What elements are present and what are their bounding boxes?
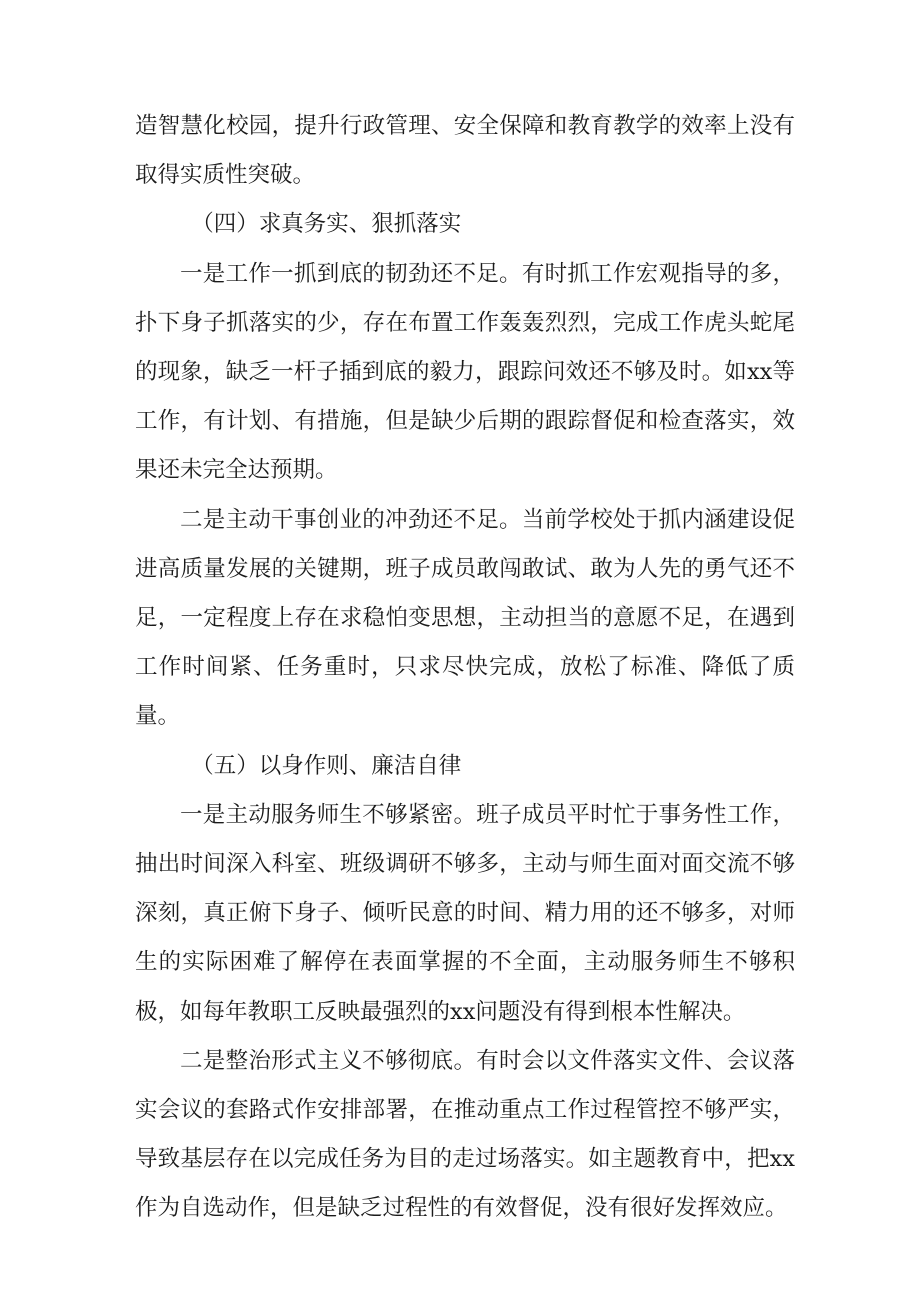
paragraph-4-2: 二是主动干事创业的冲劲还不足。当前学校处于抓内涵建设促进高质量发展的关键期，班子成员敢闯敢试、敢为人先的勇气还不足，一定程度上存在求稳怕变思想，主动担当的意愿不足，在遇到工作时间紧、任务重时，只求尽快完成，放松了标准、降低了质量。 xyxy=(135,506,795,730)
paragraph-continuation: 造智慧化校园，提升行政管理、安全保障和教育教学的效率上没有取得实质性突破。 xyxy=(135,113,795,189)
document-body xyxy=(135,102,795,1234)
section-heading-4: （四）求真务实、狠抓落实 xyxy=(191,211,462,238)
paragraph-4-1: 一是工作一抓到底的韧劲还不足。有时抓工作宏观指导的多，扑下身子抓落实的少，存在布置工作轰轰烈烈，完成工作虎头蛇尾的现象，缺乏一杆子插到底的毅力，跟踪问效还不够及时。如xx等工作，有计划、有措施，但是缺少后期的跟踪督促和检查落实，效果还未完全达预期。 xyxy=(135,260,795,484)
section-heading-5: （五）以身作则、廉洁自律 xyxy=(191,752,462,779)
paragraph-5-1: 一是主动服务师生不够紧密。班子成员平时忙于事务性工作，抽出时间深入科室、班级调研不够多，主动与师生面对面交流不够深刻，真正俯下身子、倾听民意的时间、精力用的还不够多，对师生的实际困难了解停在表面掌握的不全面，主动服务师生不够积极，如每年教职工反映最强烈的xx问题没有得到根本性解决。 xyxy=(135,801,795,1025)
paragraph-5-2: 二是整治形式主义不够彻底。有时会以文件落实文件、会议落实会议的套路式作安排部署，在推动重点工作过程管控不够严实，导致基层存在以完成任务为目的走过场落实。如主题教育中，把xx作为自选动作，但是缺乏过程性的有效督促，没有很好发挥效应。 xyxy=(135,1047,795,1222)
